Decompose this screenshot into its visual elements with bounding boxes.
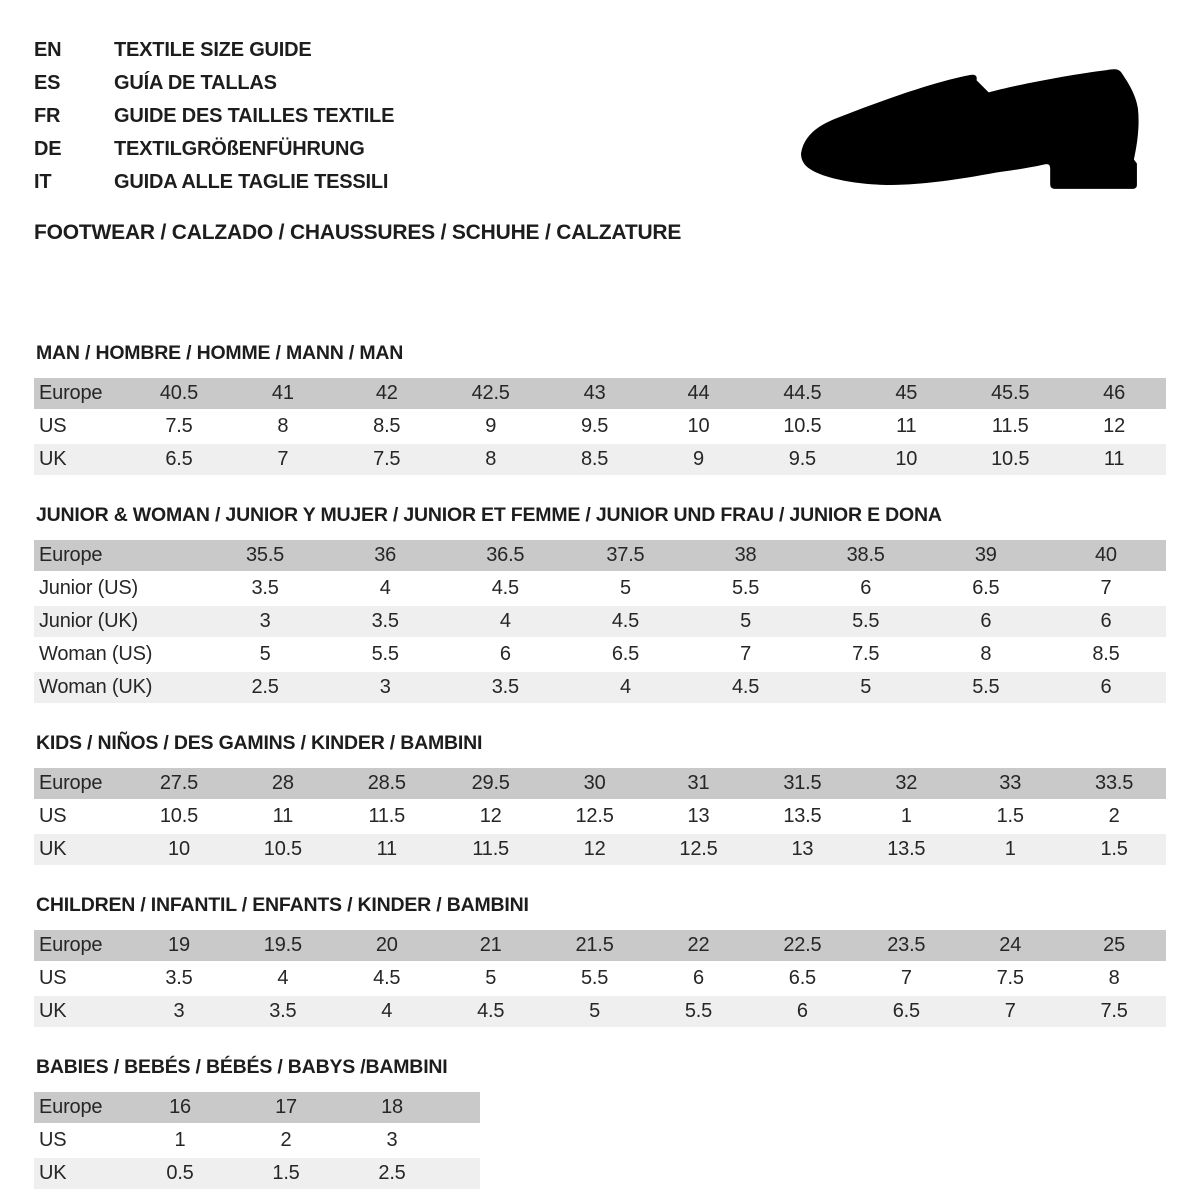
size-cell: 46: [1103, 382, 1126, 404]
size-cell: 11.5: [472, 838, 509, 860]
size-cell: 27.5: [159, 772, 199, 794]
language-code: DE: [34, 138, 62, 160]
category-line: FOOTWEAR / CALZADO / CHAUSSURES / SCHUHE / CALZATURE: [34, 221, 682, 244]
table-row: [34, 639, 1166, 670]
size-cell: 3: [259, 610, 271, 632]
size-cell: 8: [485, 448, 497, 470]
size-cell: 1.5: [996, 805, 1024, 827]
size-cell: 7.5: [165, 415, 193, 437]
size-cell: 5: [485, 967, 497, 989]
size-cell: 5.5: [972, 676, 1000, 698]
size-cell: 10.5: [991, 448, 1030, 470]
size-cell: 21.5: [575, 934, 614, 956]
size-cell: 6.5: [611, 643, 640, 665]
language-title: GUIDA ALLE TAGLIE TESSILI: [114, 171, 389, 193]
language-code: IT: [34, 171, 52, 193]
row-label: Junior (UK): [39, 610, 138, 632]
size-cell: 22.5: [783, 934, 822, 956]
size-cell: 22: [687, 934, 710, 956]
size-cell: 10.5: [783, 415, 822, 437]
size-cell: 5: [740, 610, 752, 632]
size-cell: 7.5: [1100, 1000, 1128, 1022]
size-cell: 6.5: [972, 577, 1000, 599]
size-cell: 35.5: [245, 544, 285, 566]
size-table: [34, 930, 1166, 1027]
section-title: MAN / HOMBRE / HOMME / MANN / MAN: [36, 342, 404, 364]
row-label: Europe: [39, 382, 103, 404]
size-cell: 13: [687, 805, 710, 827]
size-cell: 1.5: [1100, 838, 1128, 860]
row-label: Europe: [39, 544, 103, 566]
size-cell: 12: [1103, 415, 1126, 437]
size-cell: 24: [999, 934, 1022, 956]
size-cell: 20: [375, 934, 398, 956]
size-cell: 12: [583, 838, 606, 860]
size-cell: 2: [280, 1129, 292, 1151]
row-label: US: [39, 1129, 67, 1151]
size-cell: 13: [791, 838, 814, 860]
size-cell: 7: [740, 643, 752, 665]
size-cell: 38: [734, 544, 757, 566]
size-cell: 4: [499, 610, 511, 632]
table-row: [34, 834, 1166, 865]
size-cell: 10: [687, 415, 710, 437]
section-title: JUNIOR & WOMAN / JUNIOR Y MUJER / JUNIOR ET FEMME / JUNIOR UND FRAU / JUNIOR E DONA: [36, 504, 942, 526]
size-cell: 17: [275, 1096, 297, 1118]
size-cell: 25: [1103, 934, 1126, 956]
size-cell: 3.5: [371, 610, 399, 632]
size-cell: 7: [1100, 577, 1112, 599]
size-cell: 37.5: [606, 544, 645, 566]
row-label: US: [39, 967, 67, 989]
table-row: [34, 606, 1166, 637]
size-cell: 3: [379, 676, 391, 698]
table-row: [34, 963, 1166, 994]
size-table: [34, 378, 1166, 475]
size-cell: 32: [895, 772, 918, 794]
size-table: [34, 540, 1166, 703]
size-cell: 11: [896, 415, 917, 437]
section-title: KIDS / NIÑOS / DES GAMINS / KINDER / BAMBINI: [36, 732, 483, 754]
size-cell: 42: [375, 382, 398, 404]
section-title: BABIES / BEBÉS / BÉBÉS / BABYS /BAMBINI: [36, 1056, 448, 1078]
size-cell: 12.5: [575, 805, 614, 827]
size-cell: 36.5: [486, 544, 525, 566]
size-cell: 13.5: [887, 838, 926, 860]
row-label: UK: [39, 838, 67, 860]
size-cell: 29.5: [471, 772, 510, 794]
size-cell: 3: [386, 1129, 398, 1151]
table-row: [34, 411, 1166, 442]
size-cell: 5: [589, 1000, 601, 1022]
size-cell: 23.5: [887, 934, 926, 956]
size-cell: 6: [796, 1000, 808, 1022]
table-row: [34, 378, 1166, 409]
size-cell: 43: [583, 382, 606, 404]
language-title: TEXTILE SIZE GUIDE: [114, 39, 312, 61]
size-cell: 3: [173, 1000, 185, 1022]
size-cell: 10: [168, 838, 190, 860]
size-cell: 12: [479, 805, 502, 827]
table-row: [34, 540, 1166, 571]
size-section: [34, 342, 1166, 475]
size-section: [34, 732, 1166, 865]
size-cell: 4: [277, 967, 289, 989]
size-cell: 11: [1103, 448, 1125, 470]
size-cell: 6: [860, 577, 872, 599]
size-cell: 39: [974, 544, 997, 566]
row-label: Europe: [39, 1096, 103, 1118]
size-cell: 6.5: [165, 448, 193, 470]
size-cell: 11.5: [368, 805, 406, 827]
table-row: [34, 672, 1166, 703]
row-label: UK: [39, 1162, 67, 1184]
size-cell: 40: [1095, 544, 1117, 566]
table-row: [34, 573, 1166, 604]
size-cell: 44.5: [783, 382, 822, 404]
size-cell: 31.5: [783, 772, 822, 794]
size-cell: 6: [980, 610, 992, 632]
size-cell: 28.5: [367, 772, 406, 794]
size-cell: 6: [693, 967, 704, 989]
size-cell: 1.5: [272, 1162, 300, 1184]
size-cell: 6.5: [892, 1000, 920, 1022]
language-title: GUIDE DES TAILLES TEXTILE: [114, 105, 395, 127]
size-cell: 9: [485, 415, 497, 437]
size-cell: 6.5: [788, 967, 816, 989]
row-label: Woman (UK): [39, 676, 153, 698]
size-cell: 1: [174, 1129, 186, 1151]
size-cell: 42.5: [471, 382, 510, 404]
size-cell: 4.5: [477, 1000, 505, 1022]
size-cell: 44: [687, 382, 710, 404]
size-cell: 45.5: [991, 382, 1030, 404]
size-cell: 9.5: [580, 415, 609, 437]
size-section: [34, 894, 1166, 1027]
size-cell: 31: [687, 772, 710, 794]
language-line-en: [34, 34, 1166, 67]
size-cell: 33.5: [1095, 772, 1134, 794]
table-row: [34, 801, 1166, 832]
size-cell: 11.5: [991, 415, 1029, 437]
size-cell: 11: [376, 838, 397, 860]
size-cell: 18: [381, 1096, 403, 1118]
size-cell: 7: [1004, 1000, 1016, 1022]
size-cell: 10.5: [159, 805, 199, 827]
table-row: [34, 1125, 480, 1156]
size-cell: 5: [619, 577, 631, 599]
size-cell: 40.5: [159, 382, 199, 404]
size-cell: 2.5: [251, 676, 279, 698]
table-row: [34, 444, 1166, 475]
row-label: Woman (US): [39, 643, 153, 665]
size-cell: 3.5: [251, 577, 279, 599]
size-cell: 5: [259, 643, 271, 665]
size-cell: 11: [272, 805, 294, 827]
size-cell: 7.5: [996, 967, 1024, 989]
size-cell: 3.5: [491, 676, 519, 698]
size-cell: 4.5: [491, 577, 519, 599]
size-cell: 5: [860, 676, 872, 698]
size-cell: 30: [583, 772, 606, 794]
size-cell: 12.5: [679, 838, 718, 860]
size-cell: 6: [499, 643, 511, 665]
size-cell: 5.5: [852, 610, 880, 632]
size-cell: 8.5: [373, 415, 401, 437]
size-table: [34, 1092, 480, 1189]
size-cell: 41: [271, 382, 294, 404]
table-row: [34, 1158, 480, 1189]
language-code: EN: [34, 39, 62, 61]
size-cell: 7.5: [373, 448, 401, 470]
size-cell: 38.5: [846, 544, 885, 566]
row-label: UK: [39, 448, 67, 470]
size-cell: 3.5: [269, 1000, 297, 1022]
size-cell: 8.5: [1092, 643, 1120, 665]
shoe-icon: [798, 66, 1146, 196]
size-cell: 45: [895, 382, 918, 404]
size-table: [34, 768, 1166, 865]
size-cell: 7: [900, 967, 912, 989]
size-cell: 2.5: [378, 1162, 406, 1184]
size-cell: 5.5: [371, 643, 399, 665]
size-cell: 1: [900, 805, 912, 827]
size-cell: 0.5: [166, 1162, 194, 1184]
size-cell: 2: [1108, 805, 1120, 827]
size-cell: 6: [1100, 610, 1112, 632]
size-cell: 8: [277, 415, 289, 437]
size-cell: 28: [271, 772, 294, 794]
size-cell: 16: [169, 1096, 191, 1118]
size-cell: 1: [1004, 838, 1016, 860]
size-cell: 10: [895, 448, 918, 470]
size-cell: 5.5: [580, 967, 609, 989]
size-cell: 3.5: [165, 967, 193, 989]
row-label: Europe: [39, 772, 103, 794]
size-section: [34, 1056, 1166, 1189]
size-cell: 8.5: [580, 448, 609, 470]
language-title: TEXTILGRÖßENFÜHRUNG: [114, 138, 365, 160]
size-cell: 19: [168, 934, 190, 956]
size-cell: 7.5: [852, 643, 880, 665]
table-row: [34, 768, 1166, 799]
size-cell: 4.5: [611, 610, 640, 632]
language-code: FR: [34, 105, 61, 127]
size-cell: 9: [693, 448, 704, 470]
size-cell: 36: [374, 544, 397, 566]
size-cell: 33: [999, 772, 1022, 794]
size-cell: 4.5: [731, 676, 760, 698]
row-label: Europe: [39, 934, 103, 956]
size-tables-container: [34, 342, 1166, 1189]
size-section: [34, 504, 1166, 703]
size-cell: 5.5: [684, 1000, 713, 1022]
size-cell: 13.5: [783, 805, 822, 827]
size-cell: 4: [619, 676, 631, 698]
size-cell: 21: [479, 934, 502, 956]
table-row: [34, 996, 1166, 1027]
size-cell: 4.5: [373, 967, 401, 989]
size-cell: 7: [277, 448, 289, 470]
size-cell: 10.5: [263, 838, 302, 860]
row-label: UK: [39, 1000, 67, 1022]
language-code: ES: [34, 72, 61, 94]
section-title: CHILDREN / INFANTIL / ENFANTS / KINDER / BAMBINI: [36, 894, 529, 916]
row-label: US: [39, 805, 67, 827]
size-cell: 8: [1108, 967, 1120, 989]
row-label: US: [39, 415, 67, 437]
size-cell: 4: [381, 1000, 393, 1022]
size-cell: 4: [379, 577, 391, 599]
size-cell: 9.5: [788, 448, 816, 470]
size-cell: 6: [1100, 676, 1112, 698]
size-cell: 8: [980, 643, 992, 665]
table-row: [34, 930, 1166, 961]
size-cell: 19.5: [263, 934, 302, 956]
language-title: GUÍA DE TALLAS: [114, 72, 277, 94]
row-label: Junior (US): [39, 577, 138, 599]
table-row: [34, 1092, 480, 1123]
size-cell: 5.5: [731, 577, 760, 599]
